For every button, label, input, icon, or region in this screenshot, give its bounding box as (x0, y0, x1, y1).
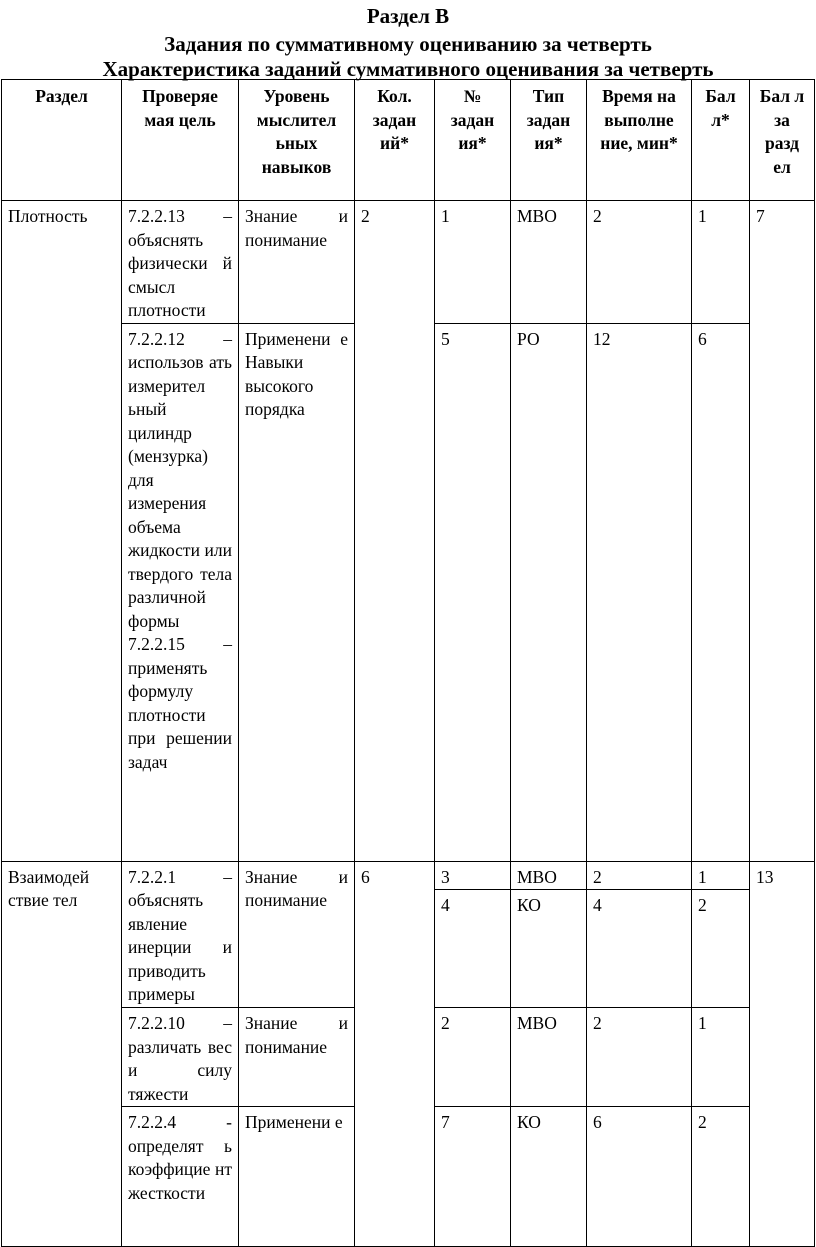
table-row (2, 861, 815, 890)
target-cell: 7.2.2.10 – различать вес и силу тяжести (122, 1008, 239, 1107)
task-type-cell: РО (511, 323, 587, 861)
task-score-cell: 1 (692, 1008, 750, 1107)
col-header-cel: Проверяе мая цель (122, 80, 239, 201)
target-cell: 7.2.2.12 – использов ать измерител ьный цилиндр (мензурка) для измерения объема жидкости или твердого тела различной формы 7.2.2.15 – применять формулу плотности при решении задач (122, 323, 239, 861)
task-number-cell: 1 (435, 201, 511, 324)
document-title: Задания по суммативному оцениванию за четверть (164, 32, 652, 56)
task-time-cell: 6 (587, 1107, 692, 1247)
col-header-vremya: Время на выполне ние, мин* (587, 80, 692, 201)
task-time-cell: 2 (587, 861, 692, 890)
col-header-kol: Кол. задан ий* (355, 80, 435, 201)
col-header-tip: Тип задан ия* (511, 80, 587, 201)
skill-level-cell: Знание и понимание (239, 1008, 355, 1107)
task-number-cell: 2 (435, 1008, 511, 1107)
section-score-cell: 7 (750, 201, 815, 862)
task-time-cell: 4 (587, 890, 692, 1008)
col-header-nomer: № задан ия* (435, 80, 511, 201)
col-header-ball-razdel: Бал л за разд ел (750, 80, 815, 201)
task-number-cell: 5 (435, 323, 511, 861)
task-number-cell: 3 (435, 861, 511, 890)
task-time-cell: 12 (587, 323, 692, 861)
task-type-cell: МВО (511, 1008, 587, 1107)
task-time-cell: 2 (587, 201, 692, 324)
task-number-cell: 7 (435, 1107, 511, 1247)
task-time-cell: 2 (587, 1008, 692, 1107)
table-caption: Характеристика заданий суммативного оценивания за четверть (102, 57, 714, 81)
section-score-cell: 13 (750, 861, 815, 1247)
task-type-cell: КО (511, 890, 587, 1008)
task-score-cell: 1 (692, 201, 750, 324)
target-cell: 7.2.2.13 – объяснять физически й смысл плотности (122, 201, 239, 324)
task-count-cell: 2 (355, 201, 435, 862)
skill-level-cell: Применени е (239, 1107, 355, 1247)
skill-level-cell: Знание и понимание (239, 861, 355, 1008)
task-type-cell: МВО (511, 201, 587, 324)
task-score-cell: 1 (692, 861, 750, 890)
task-score-cell: 2 (692, 890, 750, 1008)
skill-level-cell: Знание и понимание (239, 201, 355, 324)
skill-level-cell: Применени е Навыки высокого порядка (239, 323, 355, 861)
target-cell: 7.2.2.1 – объяснять явление инерции и приводить примеры (122, 861, 239, 1008)
task-score-cell: 2 (692, 1107, 750, 1247)
target-cell: 7.2.2.4 - определят ь коэффицие нт жесткости (122, 1107, 239, 1247)
assessment-table (1, 79, 815, 1247)
col-header-ball: Бал л* (692, 80, 750, 201)
col-header-razdel: Раздел (2, 80, 122, 201)
header-row (2, 80, 815, 201)
task-score-cell: 6 (692, 323, 750, 861)
task-type-cell: МВО (511, 861, 587, 890)
section-name: Взаимодей ствие тел (2, 861, 122, 1247)
task-number-cell: 4 (435, 890, 511, 1008)
col-header-uroven: Уровень мыслител ьных навыков (239, 80, 355, 201)
task-type-cell: КО (511, 1107, 587, 1247)
table-row (2, 201, 815, 324)
section-name: Плотность (2, 201, 122, 862)
task-count-cell: 6 (355, 861, 435, 1247)
section-heading: Раздел В (366, 4, 450, 28)
